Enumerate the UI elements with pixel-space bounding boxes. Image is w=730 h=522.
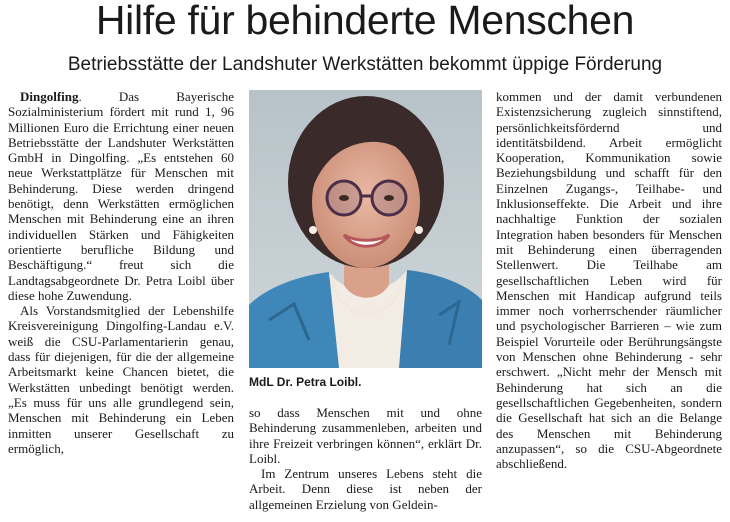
article-paragraph xyxy=(8,89,234,303)
article-paragraph: Im Zentrum unseres Lebens steht die Arbeit. Denn diese ist neben der allgemeinen Erzielung von Geldein- xyxy=(249,466,482,512)
article-paragraph: so dass Menschen mit und ohne Behinderung zusammenleben, arbeiten und ihre Freizeit verbringen können“, erklärt Dr. Loibl. xyxy=(249,405,482,466)
article-headline: Hilfe für behinderte Menschen xyxy=(95,0,635,43)
article-paragraph-text: . Das Bayerische Sozialministerium fördert mit rund 1, 96 Millionen Euro die Errichtung einer neuen Betriebsstätte der Landshuter Werkstätten GmbH in Dingolfing. „Es entstehen 60 neue Werkstattplätze für Menschen mit Behinderung. Diese werden dringend benötigt, denn Werkstätten ermöglichen Menschen mit Behinderung eine an ihren individuellen Stärken und Fähigkeiten orientierte berufliche Bildung und Beschäftigung.“ freut sich die Landtagsabgeordnete Dr. Petra Loibl über diese hohe Zuwendung. xyxy=(8,89,234,303)
article-dateline: Dingolfing xyxy=(20,89,79,104)
article-column-3 xyxy=(496,89,722,471)
article-column-1 xyxy=(8,89,234,456)
article-paragraph: kommen und der damit verbundenen Existenzsicherung zugleich sinnstiftend, persönlichkeitsfördernd und identitätsbildend. Arbeit ermöglicht Kooperation, Kommunikation sowie Beziehungsbildung und schafft für den Einzelnen Zugangs-, Teilhabe- und Inklusionseffekte. Die Arbeit und ihre nachhaltige Funktion der sozialen Integration haben besonders für Menschen mit Behinderung einen überragenden Stellenwert. Die Teilhabe am gesellschaftlichen Leben wird für Menschen mit Handicap aufgrund teils immer noch vorherrschender räumlicher und psychologischer Barrieren – wie zum Beispiel Vorurteile oder Berührungsängste von Menschen ohne Behinderung - sehr erschwert. „Nicht mehr der Mensch mit Behinderung hat sich an die gesellschaftlichen Gegebenheiten, sondern die Gesellschaft hat sich an die Belange des Menschen mit Behinderung anzupassen“, so die CSU-Abgeordnete abschließend. xyxy=(496,89,722,472)
article-column-2 xyxy=(249,405,482,512)
article-paragraph: Als Vorstandsmitglied der Lebenshilfe Kreisvereinigung Dingolfing-Landau e.V. weiß die CSU-Parlamentarierin genau, dass für diejenigen, für die der allgemeine Arbeitsmarkt keine Chancen bietet, die Werkstätten unbedingt benötigt werden. „Es muss für uns alle grundlegend sein, Menschen mit Behinderung ein Leben inmitten unserer Gesellschaft zu ermöglich, xyxy=(8,303,234,456)
photo-caption: MdL Dr. Petra Loibl. xyxy=(249,375,362,389)
article-subheadline: Betriebsstätte der Landshuter Werkstätten bekommt üppige Förderung xyxy=(67,54,663,75)
portrait-photo xyxy=(249,90,482,368)
